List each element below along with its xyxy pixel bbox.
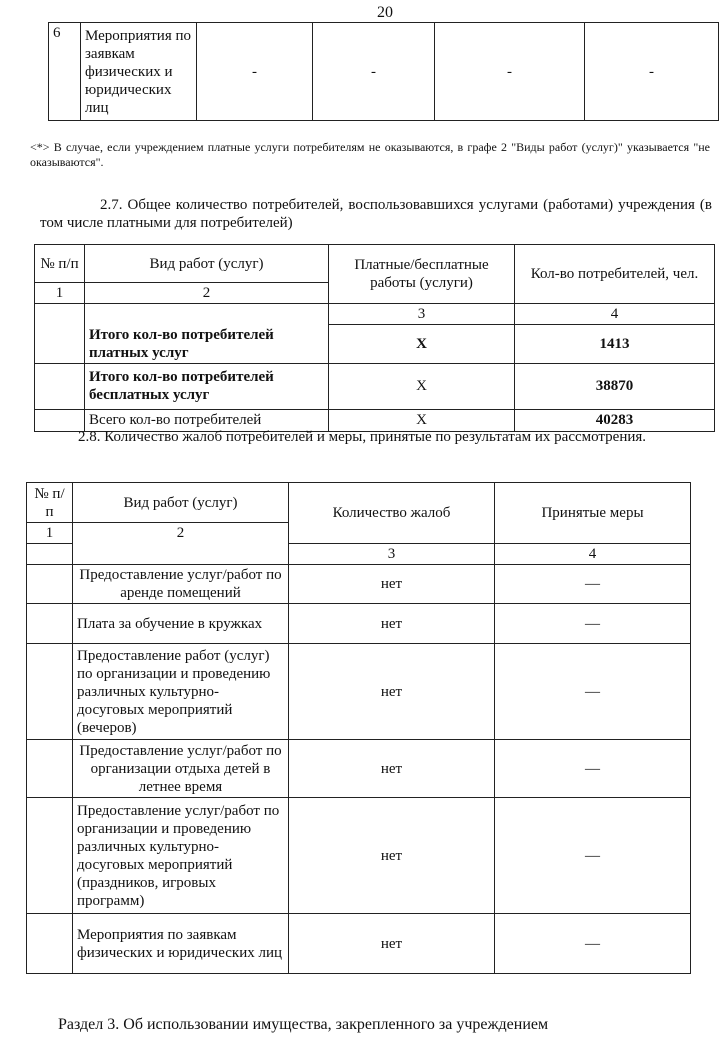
complaints-cell: нет	[289, 914, 495, 974]
column-header: Принятые меры	[495, 483, 691, 544]
table-row	[27, 644, 691, 740]
table-header-row	[35, 245, 715, 283]
measures-cell: —	[495, 644, 691, 740]
value-cell: -	[435, 23, 585, 121]
column-header: Платные/бесплатные работы (услуги)	[329, 245, 515, 304]
empty-cell	[35, 363, 85, 409]
work-type-cell: Предоставление услуг/работ по организации отдыха детей в летнее время	[73, 740, 289, 798]
value-cell: -	[197, 23, 313, 121]
column-number: 2	[73, 523, 289, 565]
column-number: 2	[85, 283, 329, 304]
section-2-8-text: 2.8. Количество жалоб потребителей и меры, принятые по результатам их рассмотрения.	[78, 429, 647, 445]
table-row	[35, 325, 715, 364]
column-number: 3	[329, 304, 515, 325]
empty-cell	[35, 304, 85, 364]
empty-cell	[27, 544, 73, 565]
measures-cell: —	[495, 914, 691, 974]
empty-cell	[27, 565, 73, 604]
empty-cell	[27, 644, 73, 740]
value-cell: -	[585, 23, 719, 121]
work-type-cell: Итого кол-во потребителей платных услуг	[85, 325, 329, 364]
work-type-cell: Предоставление услуг/работ по аренде помещений	[73, 565, 289, 604]
service-type-cell: X	[329, 325, 515, 364]
table-row	[27, 565, 691, 604]
measures-cell: —	[495, 604, 691, 644]
work-type-cell: Плата за обучение в кружках	[73, 604, 289, 644]
column-number: 4	[515, 304, 715, 325]
service-type-cell: X	[329, 363, 515, 409]
table-row	[35, 363, 715, 409]
measures-cell: —	[495, 798, 691, 914]
footnote: <*> В случае, если учреждением платные услуги потребителям не оказываются, в графе 2 "Виды работ (услуг)" указывается "не оказываются".	[30, 140, 710, 169]
work-type-cell: Мероприятия по заявкам физических и юридических лиц	[73, 914, 289, 974]
column-header: Вид работ (услуг)	[85, 245, 329, 283]
table-row	[27, 798, 691, 914]
consumer-count-cell: 40283	[515, 409, 715, 431]
value-cell: -	[313, 23, 435, 121]
empty-cell	[27, 914, 73, 974]
work-type-cell: Мероприятия по заявкам физических и юридических лиц	[81, 23, 197, 121]
column-header: Количество жалоб	[289, 483, 495, 544]
service-type-cell: X	[329, 409, 515, 431]
table-row	[49, 23, 719, 121]
column-header: № п/п	[35, 245, 85, 283]
row-number: 6	[49, 23, 81, 121]
table-row	[27, 740, 691, 798]
measures-cell: —	[495, 740, 691, 798]
table-number-row-2	[35, 304, 715, 325]
empty-cell	[85, 304, 329, 325]
empty-cell	[27, 798, 73, 914]
table-row	[27, 604, 691, 644]
column-header: № п/п	[27, 483, 73, 523]
column-header: Вид работ (услуг)	[73, 483, 289, 523]
column-header: Кол-во потребителей, чел.	[515, 245, 715, 304]
column-number: 1	[27, 523, 73, 544]
section-3-heading: Раздел 3. Об использовании имущества, закрепленного за учреждением	[58, 1016, 549, 1033]
table-header-row	[27, 483, 691, 523]
empty-cell	[27, 604, 73, 644]
column-number: 4	[495, 544, 691, 565]
empty-cell	[27, 740, 73, 798]
consumers-table	[34, 244, 715, 432]
work-type-cell: Предоставление работ (услуг) по организации и проведению различных культурно-досуговых мероприятий (вечеров)	[73, 644, 289, 740]
section-2-7-text: 2.7. Общее количество потребителей, воспользовавшихся услугами (работами) учреждения (в том числе платными для потребителей)	[40, 197, 712, 231]
column-number: 3	[289, 544, 495, 565]
complaints-cell: нет	[289, 798, 495, 914]
table-row	[27, 914, 691, 974]
complaints-cell: нет	[289, 565, 495, 604]
work-type-cell: Всего кол-во потребителей	[85, 409, 329, 431]
page-number: 20	[377, 4, 393, 21]
top-table	[48, 22, 719, 121]
complaints-cell: нет	[289, 604, 495, 644]
column-number: 1	[35, 283, 85, 304]
complaints-table	[26, 482, 691, 974]
consumer-count-cell: 1413	[515, 325, 715, 364]
measures-cell: —	[495, 565, 691, 604]
complaints-cell: нет	[289, 644, 495, 740]
work-type-cell: Итого кол-во потребителей бесплатных услуг	[85, 363, 329, 409]
consumer-count-cell: 38870	[515, 363, 715, 409]
complaints-cell: нет	[289, 740, 495, 798]
work-type-cell: Предоставление услуг/работ по организации и проведению различных культурно-досуговых мероприятий (праздников, игровых программ)	[73, 798, 289, 914]
